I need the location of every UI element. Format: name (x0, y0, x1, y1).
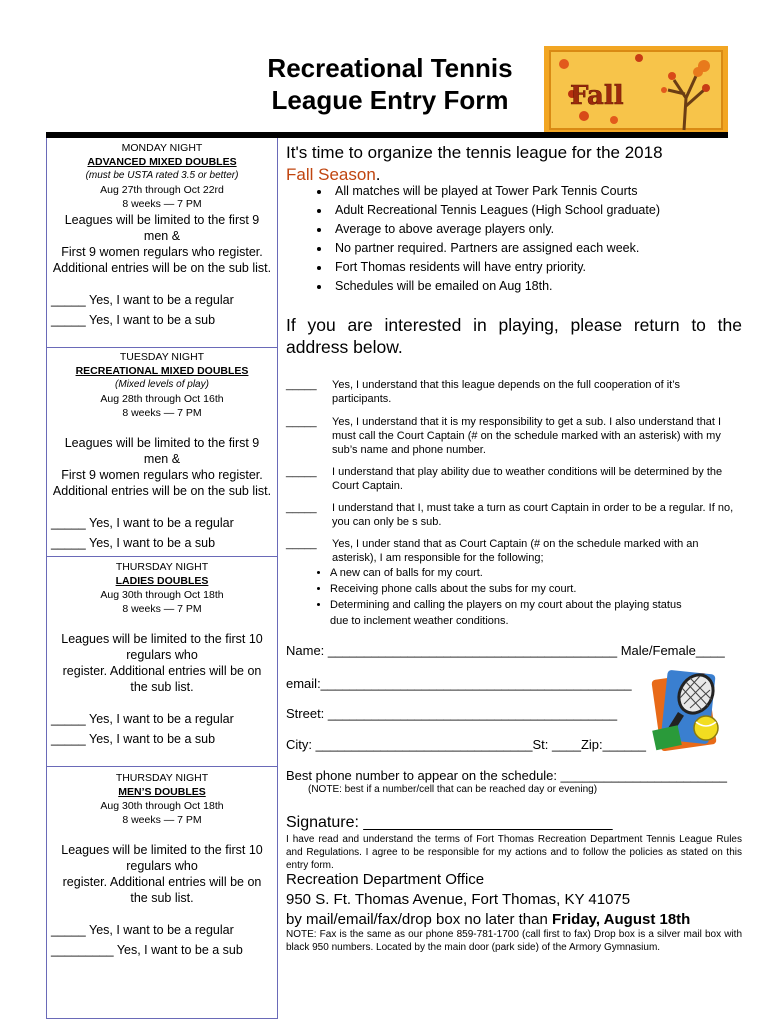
mens-section (47, 771, 277, 960)
monday-section (47, 141, 277, 330)
ack-text: I understand that play ability due to weather conditions will be determined by the Court Captain. (332, 466, 723, 492)
section-night: THURSDAY NIGHT (115, 561, 209, 573)
section-schedule: 8 weeks — 7 PM (122, 603, 202, 615)
section-league: MEN’S DOUBLES (118, 786, 206, 798)
duty-item: • Receiving phone calls about the subs for my court. (330, 581, 742, 597)
title-line-2: League Entry Form (271, 85, 509, 115)
section-league: RECREATIONAL MIXED DOUBLES (75, 365, 249, 377)
captain-duties-list (286, 565, 742, 629)
ack-court-captain[interactable] (286, 501, 742, 529)
ack-blank[interactable]: _____ (286, 466, 317, 478)
bullet-item: • Adult Recreational Tennis Leagues (High School graduate) (331, 201, 770, 220)
limit-line: the sub list. (130, 680, 194, 694)
ack-blank[interactable]: _____ (286, 416, 317, 428)
section-schedule: 8 weeks — 7 PM (122, 407, 202, 419)
limit-line: register. Additional entries will be on (62, 875, 262, 889)
return-instructions: If you are interested in playing, please return to the address below. (286, 315, 742, 357)
limit-line: regulars who (126, 859, 198, 873)
info-bullets (286, 182, 770, 296)
bullet-item: • No partner required. Partners are assigned each week. (331, 239, 770, 258)
section-night: THURSDAY NIGHT (115, 772, 209, 784)
signature-field[interactable]: Signature: ____________________________ (286, 814, 613, 831)
limit-line: regulars who (126, 648, 198, 662)
sub-option[interactable]: _________ Yes, I want to be a sub (51, 943, 243, 957)
regular-option[interactable]: _____ Yes, I want to be a regular (51, 293, 234, 307)
sub-option[interactable]: _____ Yes, I want to be a sub (51, 313, 216, 327)
duty-item: • A new can of balls for my court. (330, 565, 742, 581)
limit-line: First 9 women regulars who register. (61, 245, 263, 259)
section-league: ADVANCED MIXED DOUBLES (87, 156, 237, 168)
limit-line: Additional entries will be on the sub list. (52, 261, 272, 275)
bullet-item: • All matches will be played at Tower Park Tennis Courts (331, 182, 770, 201)
limit-line: men & (143, 452, 181, 466)
ack-text: Yes, I understand that it is my responsibility to get a sub. I also understand that I must call the Court Captain (# on the schedule marked with an asterisk) with my sub’s name and phone number. (332, 416, 722, 456)
deadline-prefix: by mail/email/fax/drop box no later than (286, 911, 552, 928)
limit-line: the sub list. (130, 891, 194, 905)
tennis-racket-icon (650, 668, 724, 754)
limit-line: Leagues will be limited to the first 10 (61, 843, 263, 857)
limit-line: Additional entries will be on the sub list. (52, 484, 272, 498)
ack-blank[interactable]: _____ (286, 379, 317, 391)
ack-weather[interactable] (286, 465, 742, 493)
name-field[interactable]: Name: ________________________________________ Male/Female____ (286, 643, 725, 658)
ack-text: I understand that I, must take a turn as court Captain in order to be a regular. If no, you can only be s sub. (332, 502, 734, 528)
section-league: LADIES DOUBLES (115, 575, 209, 587)
phone-note: (NOTE: best if a number/cell that can be reached day or evening) (308, 784, 598, 795)
title-line-1: Recreational Tennis (267, 53, 513, 83)
ack-sub-responsibility[interactable] (286, 415, 742, 457)
bullet-item: • Schedules will be emailed on Aug 18th. (331, 277, 770, 296)
section-dates: Aug 28th through Oct 16th (100, 393, 224, 405)
section-night: TUESDAY NIGHT (119, 351, 205, 363)
fall-tree-icon (544, 46, 728, 134)
section-note: (Mixed levels of play) (115, 379, 209, 390)
form-title (240, 52, 540, 116)
office-name: Recreation Department Office (286, 871, 485, 888)
limit-line: Leagues will be limited to the first 9 (64, 213, 260, 227)
regular-option[interactable]: _____ Yes, I want to be a regular (51, 712, 234, 726)
ack-captain-duties[interactable] (286, 537, 742, 629)
intro-text (286, 142, 742, 186)
office-address: 950 S. Ft. Thomas Avenue, Fort Thomas, KY 41075 (286, 891, 631, 908)
bullet-item: • Fort Thomas residents will have entry priority. (331, 258, 770, 277)
ack-blank[interactable]: _____ (286, 502, 317, 514)
league-sections (46, 138, 278, 1019)
phone-field[interactable]: Best phone number to appear on the schedule: _______________________ (286, 768, 727, 783)
ack-blank[interactable]: _____ (286, 538, 317, 550)
section-dates: Aug 30th through Oct 18th (100, 589, 224, 601)
section-dates: Aug 30th through Oct 18th (100, 800, 224, 812)
tuesday-section (47, 350, 277, 553)
section-dates: Aug 27th through Oct 22rd (100, 184, 224, 196)
ack-text: Yes, I understand that this league depends on the full cooperation of it’s participants. (332, 379, 680, 405)
regular-option[interactable]: _____ Yes, I want to be a regular (51, 516, 234, 530)
section-note: (must be USTA rated 3.5 or better) (85, 170, 239, 181)
city-field[interactable]: City: ______________________________St: ____Zip:______ (286, 737, 646, 752)
limit-line: Leagues will be limited to the first 10 (61, 632, 263, 646)
limit-line: Leagues will be limited to the first 9 (64, 436, 260, 450)
section-night: MONDAY NIGHT (121, 142, 203, 154)
regular-option[interactable]: _____ Yes, I want to be a regular (51, 923, 234, 937)
fall-label: Fall (570, 81, 624, 111)
sub-option[interactable]: _____ Yes, I want to be a sub (51, 536, 216, 550)
intro-period: . (375, 165, 381, 184)
ack-cooperation[interactable] (286, 378, 742, 406)
ack-text: Yes, I under stand that as Court Captain (# on the schedule marked with an asterisk), I am responsible for the following; (332, 538, 699, 564)
section-divider (47, 347, 277, 348)
ladies-section (47, 560, 277, 749)
section-schedule: 8 weeks — 7 PM (122, 814, 202, 826)
section-divider (47, 766, 277, 767)
office-note: NOTE: Fax is the same as our phone 859-781-1700 (call first to fax) Drop box is a silver mail box with black 950 numbers. Located by the main door (park side) of the Armory Gymnasium. (286, 929, 742, 953)
email-field[interactable]: email:___________________________________________ (286, 676, 632, 691)
season-label: Fall Season (286, 165, 376, 184)
deadline-date: Friday, August 18th (551, 911, 691, 928)
section-divider (47, 556, 277, 557)
intro-line: It's time to organize the tennis league for the 2018 (286, 143, 663, 162)
bullet-item: • Average to above average players only. (331, 220, 770, 239)
limit-line: men & (143, 229, 181, 243)
limit-line: register. Additional entries will be on (62, 664, 262, 678)
section-schedule: 8 weeks — 7 PM (122, 198, 202, 210)
sub-option[interactable]: _____ Yes, I want to be a sub (51, 732, 216, 746)
terms-text: I have read and understand the terms of Fort Thomas Recreation Department Tennis League Rules and Regulations. I agree to be responsible for my actions and to follow the policies as stated on this entry form. (286, 834, 742, 871)
deadline-line (286, 910, 742, 930)
limit-line: First 9 women regulars who register. (61, 468, 263, 482)
street-field[interactable]: Street: ________________________________________ (286, 706, 618, 721)
duty-item: • Determining and calling the players on my court about the playing status due to inclement weather conditions. (330, 597, 742, 629)
office-info (286, 870, 742, 930)
